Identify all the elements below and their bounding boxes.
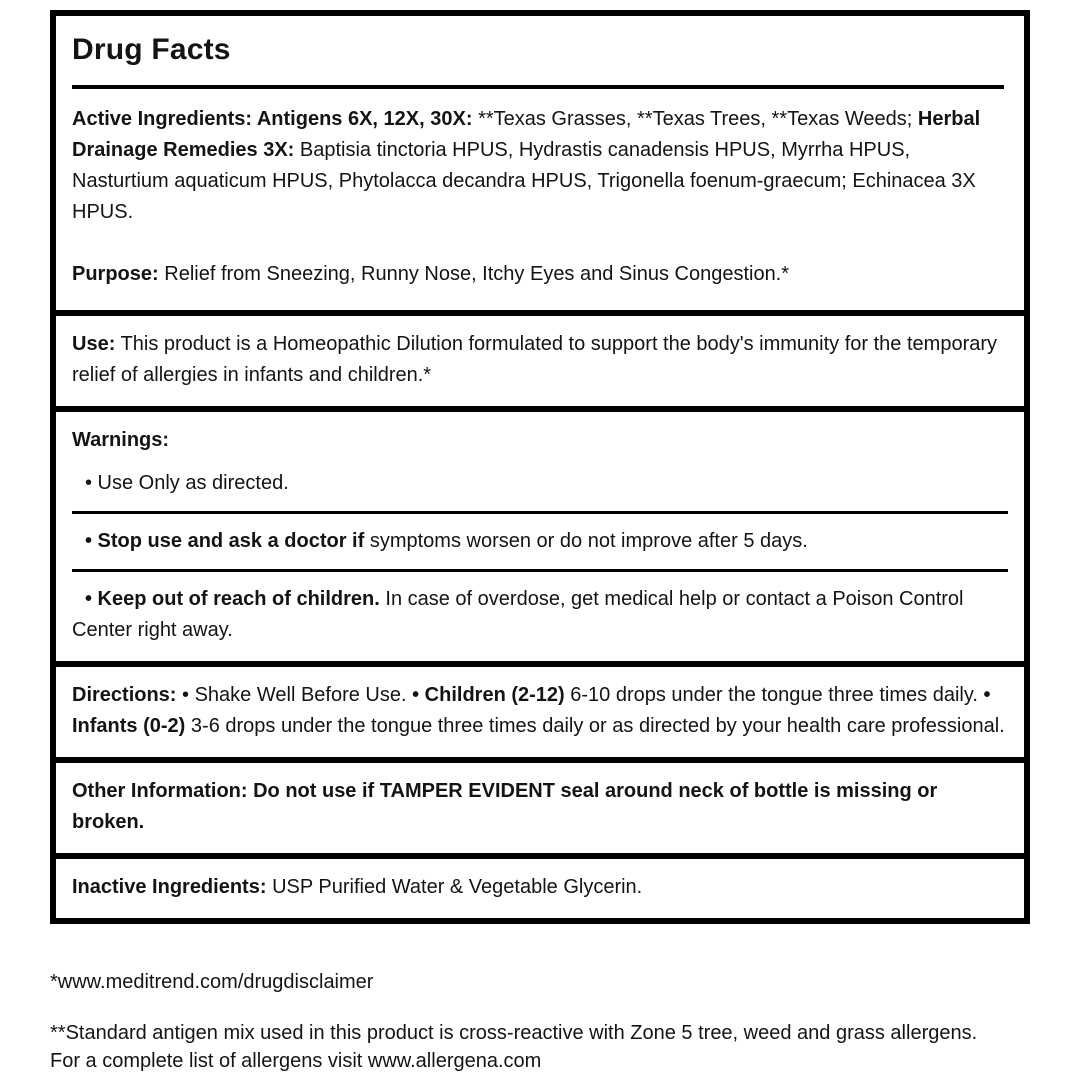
directions-label: Directions:	[72, 684, 177, 706]
section-use	[56, 310, 1024, 406]
section-warnings	[56, 406, 1024, 661]
purpose-text: Relief from Sneezing, Runny Nose, Itchy Eyes and Sinus Congestion.*	[164, 263, 790, 285]
warning-use-as-directed: • Use Only as directed.	[85, 472, 289, 494]
directions-infants-text: 3-6 drops under the tongue three times daily or as directed by your health care professional.	[190, 715, 1005, 737]
directions-children-text: 6-10 drops under the tongue three times daily.	[570, 684, 978, 706]
inactive-ingredients-text: USP Purified Water & Vegetable Glycerin.	[272, 876, 643, 898]
inactive-ingredients-paragraph	[72, 872, 1008, 903]
use-paragraph	[72, 329, 1008, 391]
section-inactive-ingredients	[56, 853, 1024, 918]
section-directions	[56, 661, 1024, 757]
antigens-list: **Texas Grasses, **Texas Trees, **Texas Weeds;	[478, 108, 913, 130]
directions-shake: • Shake Well Before Use.	[182, 684, 407, 706]
use-text: This product is a Homeopathic Dilution formulated to support the body's immunity for the temporary relief of allergies in infants and children.*	[72, 333, 998, 386]
directions-children-label: • Children (2-12)	[412, 684, 565, 706]
warning-stop-use	[72, 526, 1008, 557]
footnote-disclaimer-url: *www.meditrend.com/drugdisclaimer	[50, 971, 374, 993]
section-active-ingredients	[56, 16, 1024, 310]
footnotes	[50, 968, 1040, 1075]
section-other-information	[56, 757, 1024, 853]
drug-facts-title: Drug Facts	[72, 33, 231, 66]
directions-paragraph	[72, 680, 1008, 742]
herbal-remedies-list: Baptisia tinctoria HPUS, Hydrastis canadensis HPUS, Myrrha HPUS, Nasturtium aquaticum HPUS, Phytolacca decandra HPUS, Trigonella foenum-graecum; Echinacea 3X HPUS.	[72, 139, 976, 223]
footnote-allergen-note-line2: For a complete list of allergens visit www.allergena.com	[50, 1050, 542, 1072]
inactive-ingredients-label: Inactive Ingredients:	[72, 876, 267, 898]
purpose-label: Purpose:	[72, 263, 159, 285]
warnings-divider-1	[72, 511, 1008, 514]
warning-stop-use-label: • Stop use and ask a doctor if	[85, 530, 365, 552]
title-divider	[72, 85, 1004, 89]
footnote-allergen-note-line1: **Standard antigen mix used in this product is cross-reactive with Zone 5 tree, weed and grass allergens.	[50, 1022, 978, 1044]
directions-infants-label: • Infants (0-2)	[72, 684, 991, 737]
warnings-heading: Warnings:	[72, 429, 170, 451]
purpose-paragraph	[72, 259, 1008, 290]
warning-keep-out-of-reach	[72, 584, 1008, 646]
use-label: Use:	[72, 333, 116, 355]
herbal-remedies-heading: Herbal Drainage Remedies 3X:	[72, 108, 981, 161]
active-ingredients-paragraph	[72, 104, 1008, 228]
drug-facts-panel	[50, 10, 1030, 924]
other-information-text: Other Information: Do not use if TAMPER EVIDENT seal around neck of bottle is missing or broken.	[72, 780, 938, 833]
warning-keep-out-label: • Keep out of reach of children.	[85, 588, 380, 610]
warning-stop-use-text: symptoms worsen or do not improve after 5 days.	[369, 530, 808, 552]
active-ingredients-heading: Active Ingredients: Antigens 6X, 12X, 30X:	[72, 108, 473, 130]
warning-keep-out-text: In case of overdose, get medical help or contact a Poison Control Center right away.	[72, 588, 964, 641]
warnings-divider-2	[72, 569, 1008, 572]
